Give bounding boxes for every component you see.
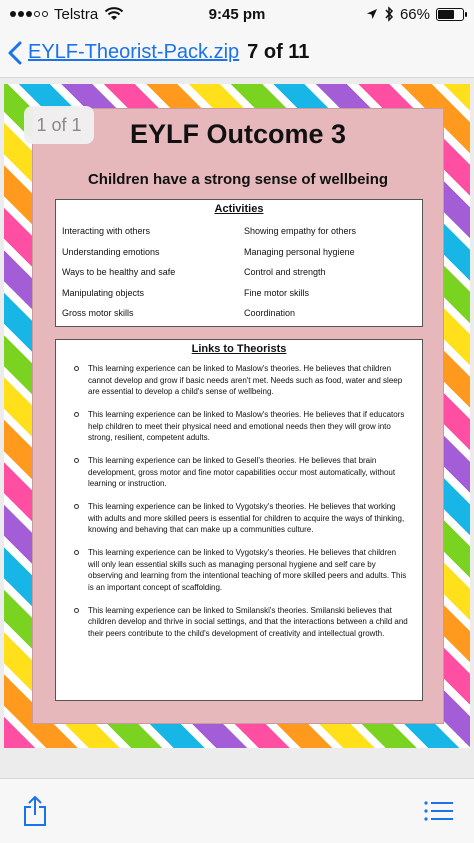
share-icon: [22, 795, 48, 827]
battery-icon: [436, 8, 464, 21]
activity-item: Understanding emotions: [62, 246, 160, 257]
activity-item: Ways to be healthy and safe: [62, 267, 176, 277]
activity-item: Managing personal hygiene: [244, 246, 355, 257]
activities-box: [55, 199, 423, 327]
wifi-icon: [104, 7, 124, 21]
share-button[interactable]: [18, 794, 52, 828]
signal-dots-icon: [10, 11, 48, 17]
clock: 9:45 pm: [208, 5, 266, 23]
list-icon: [424, 800, 454, 822]
back-button[interactable]: [8, 41, 239, 65]
document-viewer[interactable]: [0, 78, 474, 778]
nav-bar: [0, 28, 474, 78]
theorists-box: [55, 339, 423, 701]
outcome-panel: [32, 108, 444, 724]
carrier-label: Telstra: [54, 5, 99, 23]
status-bar: [0, 0, 474, 28]
list-item: This learning experience can be linked to Maslow's theories. He believes that if educators help children to meet their physical need and emotional needs then they will grow into strong, resilient, competent adults.: [74, 409, 408, 444]
battery-percent: 66%: [399, 5, 430, 23]
activities-heading: Activities: [214, 203, 264, 215]
activity-item: Gross motor skills: [62, 308, 134, 318]
activity-item: Interacting with others: [62, 226, 151, 236]
activity-item: Fine motor skills: [244, 287, 310, 298]
status-left: [10, 6, 124, 23]
activities-grid: [56, 215, 422, 324]
page-badge: 1 of 1: [24, 106, 94, 144]
list-button[interactable]: [422, 794, 456, 828]
theorist-list: [56, 355, 422, 639]
activity-item: Manipulating objects: [62, 287, 145, 298]
activity-item: Showing empathy for others: [244, 226, 357, 236]
document-page: [4, 84, 470, 748]
page-subtitle: Children have a strong sense of wellbeing: [87, 171, 389, 188]
page-count: 7 of 11: [247, 41, 310, 63]
battery-fill: [438, 10, 454, 19]
list-item: This learning experience can be linked to Gesell's theories. He believes that brain development, gross motor and fine motor capabilities occur most automatically, without learning or instruction.: [74, 455, 408, 490]
theorists-heading: Links to Theorists: [191, 343, 287, 355]
activity-item: Control and strength: [244, 267, 326, 277]
bluetooth-icon: [384, 6, 394, 22]
file-name-link[interactable]: EYLF-Theorist-Pack.zip: [28, 41, 240, 63]
list-item: This learning experience can be linked to Maslow's theories. He believes that children cannot develop and grow if basic needs aren't met. Needs such as food, water and sleep are essential to develop a child's sense of wellbeing.: [74, 363, 408, 398]
list-item: This learning experience can be linked to Vygotsky's theories. He believes that working with adults and more skilled peers is essential for children to acquire the ways of thinking, knowing and behaving that can make up a communities culture.: [74, 501, 408, 536]
page-title: EYLF Outcome 3: [129, 119, 347, 149]
chevron-left-icon: [8, 41, 22, 65]
status-right: [366, 6, 464, 23]
activity-item: Coordination: [244, 308, 296, 318]
list-item: This learning experience can be linked to Vygotsky's theories. He believes that children will only lean essential skills such as managing personal hygiene and self care by observing and learning from the intentional teaching of more skilled peers and adults. This is an important concept of scaffolding.: [74, 547, 408, 593]
location-arrow-icon: [366, 8, 378, 20]
bottom-toolbar: [0, 778, 474, 843]
list-item: This learning experience can be linked to Smilanski's theories. Smilanski believes that children develop and thrive in social settings, and that the interactions between a child and their peers contribute to the child's development of creativity and intellectual growth.: [74, 605, 408, 640]
